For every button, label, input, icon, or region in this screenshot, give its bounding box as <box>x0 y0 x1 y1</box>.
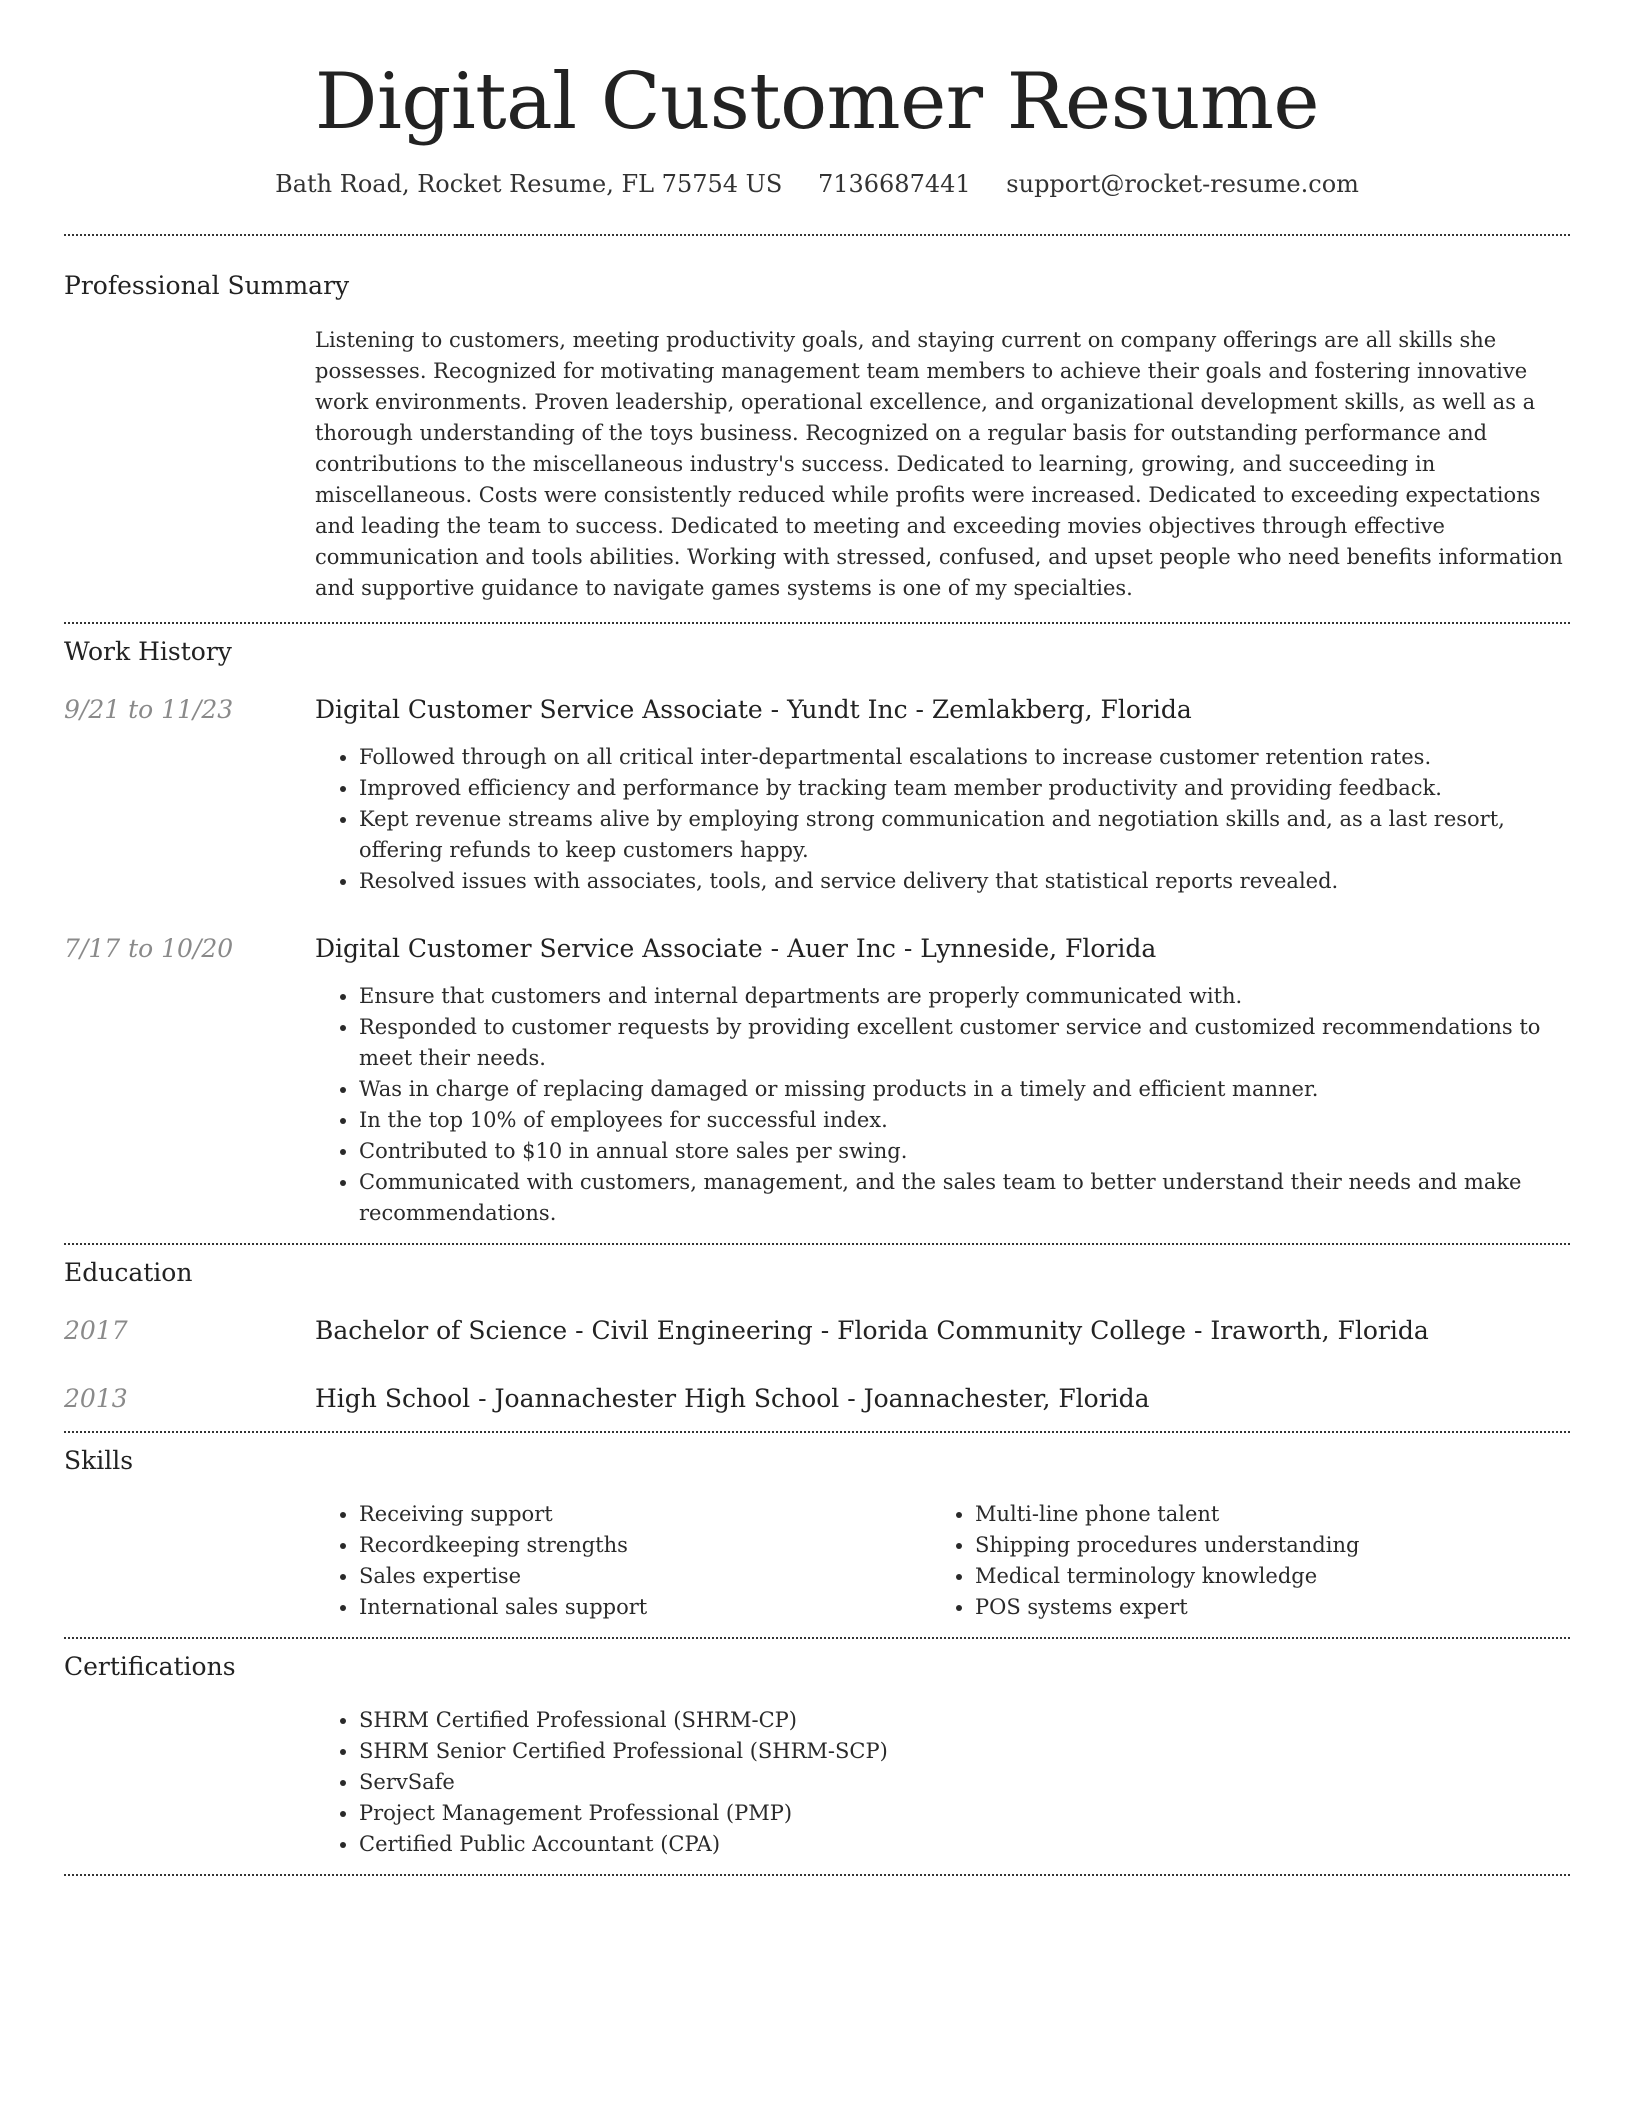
list-item: • Kept revenue streams alive by employing strong communication and negotiation skills and, as a last resort, offering refunds to keep customers happy. <box>359 804 1570 866</box>
skills-content <box>315 1499 1570 1623</box>
education-date: 2013 <box>64 1384 128 1413</box>
list-item: • Recordkeeping strengths <box>359 1530 931 1561</box>
job-date: 7/17 to 10/20 <box>64 934 234 963</box>
job-bullets <box>315 742 1570 897</box>
list-item: • Project Management Professional (PMP) <box>359 1798 1570 1829</box>
list-item: • In the top 10% of employees for successful index. <box>359 1105 1570 1136</box>
list-item: • ServSafe <box>359 1767 1570 1798</box>
divider <box>64 1874 1570 1876</box>
job-title: Digital Customer Service Associate - Auer Inc - Lynneside, Florida <box>315 934 1157 963</box>
contact-phone: 7136687441 <box>817 170 971 198</box>
education-entry <box>64 1315 1570 1347</box>
education-title: High School - Joannachester High School - Joannachester, Florida <box>315 1384 1150 1413</box>
skills-column-right <box>931 1499 1547 1623</box>
education-entry <box>64 1383 1570 1415</box>
list-item: • Responded to customer requests by providing excellent customer service and customized recommendations to meet their needs. <box>359 1012 1570 1074</box>
summary-content <box>315 325 1570 604</box>
list-item: • Sales expertise <box>359 1561 931 1592</box>
job-bullets <box>315 981 1570 1229</box>
summary-heading: Professional Summary <box>64 271 350 300</box>
list-item: • Was in charge of replacing damaged or missing products in a timely and efficient manner. <box>359 1074 1570 1105</box>
job-title: Digital Customer Service Associate - Yundt Inc - Zemlakberg, Florida <box>315 695 1192 724</box>
resume-name: Digital Customer Resume <box>314 57 1320 147</box>
education-title: Bachelor of Science - Civil Engineering - Florida Community College - Iraworth, Florida <box>315 1316 1429 1345</box>
work-history-heading: Work History <box>64 637 232 666</box>
contact-email: support@rocket-resume.com <box>1006 170 1359 198</box>
list-item: • Followed through on all critical inter-departmental escalations to increase customer retention rates. <box>359 742 1570 773</box>
list-item: • Certified Public Accountant (CPA) <box>359 1829 1570 1860</box>
list-item: • Improved efficiency and performance by tracking team member productivity and providing feedback. <box>359 773 1570 804</box>
job-entry <box>64 933 1570 1229</box>
list-item: • Communicated with customers, management, and the sales team to better understand their needs and make recommendations. <box>359 1167 1570 1229</box>
resume-page <box>64 0 1570 1876</box>
summary-section <box>64 236 1570 622</box>
job-entry <box>64 694 1570 897</box>
list-item: • International sales support <box>359 1592 931 1623</box>
list-item: • Shipping procedures understanding <box>975 1530 1547 1561</box>
education-date: 2017 <box>64 1316 128 1345</box>
contact-line <box>64 168 1570 200</box>
list-item: • Resolved issues with associates, tools, and service delivery that statistical reports revealed. <box>359 866 1570 897</box>
certifications-heading: Certifications <box>64 1652 236 1681</box>
skills-heading: Skills <box>64 1446 134 1475</box>
certifications-content <box>315 1705 1570 1860</box>
list-item: • Receiving support <box>359 1499 931 1530</box>
list-item: • SHRM Senior Certified Professional (SHRM-SCP) <box>359 1736 1570 1767</box>
list-item: • POS systems expert <box>975 1592 1547 1623</box>
skills-section <box>64 1433 1570 1637</box>
list-item: • Multi-line phone talent <box>975 1499 1547 1530</box>
contact-address: Bath Road, Rocket Resume, FL 75754 US <box>275 170 783 198</box>
education-heading: Education <box>64 1258 193 1287</box>
list-item: • Ensure that customers and internal departments are properly communicated with. <box>359 981 1570 1012</box>
job-date: 9/21 to 11/23 <box>64 695 234 724</box>
list-item: • Medical terminology knowledge <box>975 1561 1547 1592</box>
certifications-section <box>64 1639 1570 1874</box>
education-section <box>64 1245 1570 1431</box>
list-item: • SHRM Certified Professional (SHRM-CP) <box>359 1705 1570 1736</box>
list-item: • Contributed to $10 in annual store sales per swing. <box>359 1136 1570 1167</box>
summary-text: Listening to customers, meeting productivity goals, and staying current on company offerings are all skills she possesses. Recognized for motivating management team members to achieve their goals and fostering innovative work environments. Proven leadership, operational excellence, and organizational development skills, as well as a thorough understanding of the toys business. Recognized on a regular basis for outstanding performance and contributions to the miscellaneous industry's success. Dedicated to learning, growing, and succeeding in miscellaneous. Costs were consistently reduced while profits were increased. Dedicated to exceeding expectations and leading the team to success. Dedicated to meeting and exceeding movies objectives through effective communication and tools abilities. Working with stressed, confused, and upset people who need benefits information and supportive guidance to navigate games systems is one of my specialties. <box>315 328 1563 600</box>
work-history-section <box>64 624 1570 1243</box>
skills-column-left <box>315 1499 931 1623</box>
